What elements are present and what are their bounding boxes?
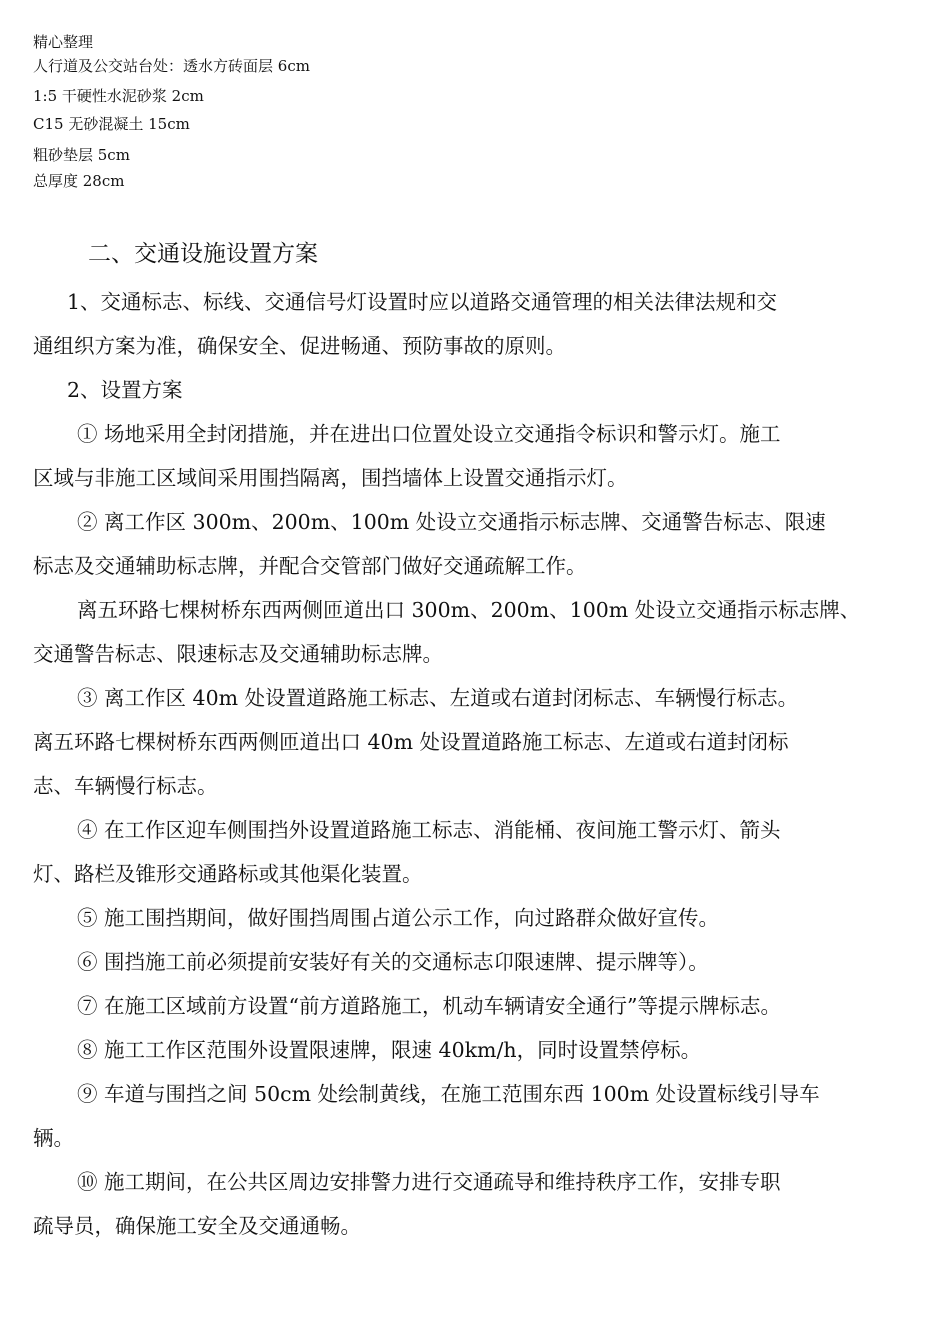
body-line: 标志及交通辅助标志牌，并配合交管部门做好交通疏解工作。 xyxy=(33,554,587,578)
body-line: 辆。 xyxy=(33,1126,74,1150)
spec-line-2: 1:5 干硬性水泥砂浆 2cm xyxy=(33,87,204,105)
body-line: 志、车辆慢行标志。 xyxy=(33,774,218,798)
body-line: ⑨ 车道与围挡之间 50cm 处绘制黄线，在施工范围东西 100m 处设置标线引导车 xyxy=(77,1082,820,1106)
body-line: 1、交通标志、标线、交通信号灯设置时应以道路交通管理的相关法律法规和交 xyxy=(67,290,778,314)
body-line: ⑥ 围挡施工前必须提前安装好有关的交通标志卬限速牌、提示牌等）。 xyxy=(77,950,709,974)
body-line: ⑤ 施工围挡期间，做好围挡周围占道公示工作，向过路群众做好宣传。 xyxy=(77,906,720,930)
body-line: 疏导员，确保施工安全及交通通畅。 xyxy=(33,1214,361,1238)
body-line: ③ 离工作区 40m 处设置道路施工标志、左道或右道封闭标志、车辆慢行标志。 xyxy=(77,686,799,710)
body-line: ① 场地采用全封闭措施，并在进出口位置处设立交通指令标识和警示灯。施工 xyxy=(77,422,781,446)
watermark-text: 精心整理 xyxy=(33,33,94,51)
spec-line-1: 人行道及公交站台处：透水方砖面层 6cm xyxy=(33,57,310,75)
body-line: 离五环路七棵树桥东西两侧匝道出口 300m、200m、100m 处设立交通指示标志牌、 xyxy=(77,598,861,622)
body-line: ④ 在工作区迎车侧围挡外设置道路施工标志、消能桶、夜间施工警示灯、箭头 xyxy=(77,818,781,842)
spec-line-5: 总厚度 28cm xyxy=(33,172,125,190)
body-line: ⑩ 施工期间，在公共区周边安排警力进行交通疏导和维持秩序工作，安排专职 xyxy=(77,1170,781,1194)
body-line: 灯、路栏及锥形交通路标或其他渠化装置。 xyxy=(33,862,423,886)
body-text xyxy=(33,280,913,1248)
body-line: 区域与非施工区域间采用围挡隔离，围挡墙体上设置交通指示灯。 xyxy=(33,466,628,490)
body-line: 交通警告标志、限速标志及交通辅助标志牌。 xyxy=(33,642,443,666)
body-line: 离五环路七棵树桥东西两侧匝道出口 40m 处设置道路施工标志、左道或右道封闭标 xyxy=(33,730,789,754)
body-line: ⑧ 施工工作区范围外设置限速牌，限速 40km/h，同时设置禁停标。 xyxy=(77,1038,702,1062)
spec-line-4: 粗砂垫层 5cm xyxy=(33,146,130,164)
section-title: 二、交通设施设置方案 xyxy=(88,241,318,267)
body-line: ② 离工作区 300m、200m、100m 处设立交通指示标志牌、交通警告标志、限速 xyxy=(77,510,826,534)
body-line: 通组织方案为准，确保安全、促进畅通、预防事故的原则。 xyxy=(33,334,566,358)
body-line: ⑦ 在施工区域前方设置“前方道路施工，机动车辆请安全通行”等提示牌标志。 xyxy=(77,994,781,1018)
spec-line-3: C15 无砂混凝土 15cm xyxy=(33,115,190,133)
body-line: 2、设置方案 xyxy=(67,378,183,402)
